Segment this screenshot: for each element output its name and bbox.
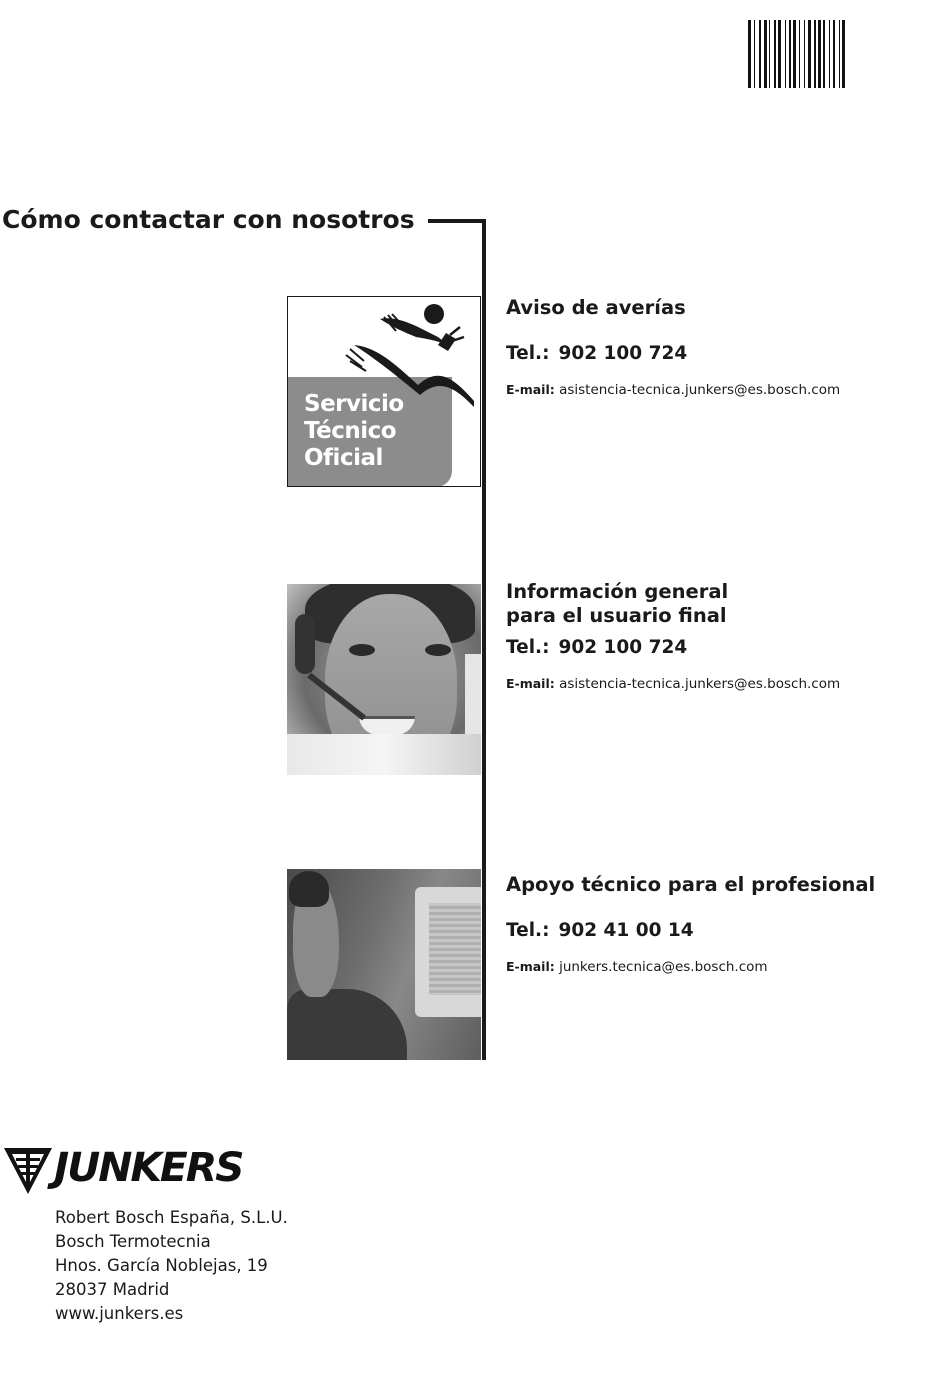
email-label: E-mail:: [506, 676, 555, 691]
email-address[interactable]: asistencia-tecnica.junkers@es.bosch.com: [559, 382, 841, 398]
junkers-logo: [2, 1144, 270, 1196]
contact-heading-informacion: [506, 580, 728, 628]
barcode-bar: [769, 20, 770, 88]
address-website[interactable]: www.junkers.es: [55, 1304, 184, 1323]
junkers-wordmark: JUNKERS: [54, 1145, 243, 1191]
contact-tel-averias: [506, 343, 687, 364]
barcode-bar: [748, 20, 751, 88]
tel-label: Tel.:: [506, 920, 550, 941]
barcode-bar: [804, 20, 805, 88]
barcode-bar: [789, 20, 791, 88]
email-label: E-mail:: [506, 959, 555, 974]
barcode-bar: [754, 20, 755, 88]
email-address[interactable]: junkers.tecnica@es.bosch.com: [559, 959, 768, 975]
barcode-bar: [814, 20, 816, 88]
barcode-bar: [829, 20, 830, 88]
company-address: [55, 1206, 288, 1326]
contact-email-averias: [506, 382, 840, 398]
technician-at-computer-photo: [287, 869, 481, 1060]
barcode-bar: [785, 20, 786, 88]
barcode-bar: [842, 20, 845, 88]
barcode-bar: [818, 20, 821, 88]
heading-line-2: para el usuario final: [506, 604, 727, 627]
title-rule-divider: [428, 219, 486, 223]
tel-label: Tel.:: [506, 343, 550, 364]
heading-line-1: Información general: [506, 580, 729, 603]
barcode-bar: [759, 20, 761, 88]
address-city: 28037 Madrid: [55, 1280, 170, 1299]
barcode-bar: [778, 20, 781, 88]
contact-email-apoyo: [506, 959, 768, 975]
email-address[interactable]: asistencia-tecnica.junkers@es.bosch.com: [559, 676, 841, 692]
logo-badge-text: [304, 391, 404, 472]
page-title: Cómo contactar con nosotros: [2, 205, 415, 234]
contact-heading-averias: Aviso de averías: [506, 296, 686, 319]
address-street: Hnos. García Noblejas, 19: [55, 1256, 268, 1275]
contact-email-informacion: [506, 676, 840, 692]
barcode-bar: [839, 20, 840, 88]
contact-tel-apoyo: [506, 920, 694, 941]
tel-number[interactable]: 902 100 724: [558, 637, 688, 658]
tel-number[interactable]: 902 100 724: [558, 343, 688, 364]
email-label: E-mail:: [506, 382, 555, 397]
barcode-bar: [793, 20, 796, 88]
vertical-rule-divider: [482, 219, 486, 1060]
logo-line-oficial: Oficial: [304, 445, 383, 471]
address-company: Robert Bosch España, S.L.U.: [55, 1208, 288, 1227]
customer-service-operator-photo: [287, 584, 481, 775]
barcode: [748, 20, 910, 88]
barcode-bar: [764, 20, 767, 88]
barcode-bar: [799, 20, 800, 88]
junkers-emblem-icon: [2, 1144, 54, 1196]
logo-line-tecnico: Técnico: [304, 418, 397, 444]
logo-line-servicio: Servicio: [304, 391, 404, 417]
barcode-bar: [823, 20, 825, 88]
tel-label: Tel.:: [506, 637, 550, 658]
servicio-tecnico-oficial-logo: [287, 296, 481, 487]
address-division: Bosch Termotecnia: [55, 1232, 211, 1251]
barcode-bar: [774, 20, 776, 88]
tel-number[interactable]: 902 41 00 14: [558, 920, 694, 941]
barcode-bar: [833, 20, 835, 88]
contact-heading-apoyo: Apoyo técnico para el profesional: [506, 873, 876, 896]
contact-tel-informacion: [506, 637, 687, 658]
barcode-bar: [808, 20, 811, 88]
